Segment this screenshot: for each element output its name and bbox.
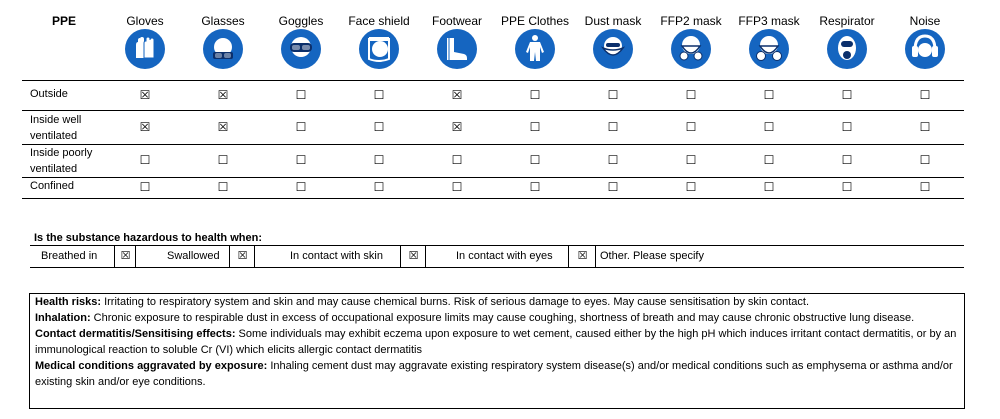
ppe-checkbox[interactable]: ☐ [919,88,931,102]
ppe-column-label: PPE Clothes [500,14,570,28]
ppe-column-label: Dust mask [584,14,642,28]
ppe-checkbox[interactable]: ☐ [763,120,775,134]
ppe-checkbox[interactable]: ☒ [451,120,463,134]
hazard-label: Other. Please specify [600,250,704,262]
ppe-checkbox[interactable]: ☐ [217,153,229,167]
row-label [30,112,81,144]
hazard-checkbox-mark: ☒ [577,250,588,262]
hazard-label: In contact with skin [290,250,383,262]
ppe-column-label: Glasses [201,14,245,28]
ppe-checkbox[interactable]: ☐ [529,180,541,194]
health-heading: Inhalation: [35,312,91,324]
ppe-checkbox[interactable]: ☐ [685,120,697,134]
health-text: Chronic exposure to respirable dust in excess of occupational exposure limits may cause coughing, shortness of breath and may cause chronic obstructive lung disease. [90,312,915,324]
gloves-icon [124,28,166,70]
hazard-item-eyes [425,246,569,267]
ppe-column-label: Face shield [348,14,410,28]
row-label-line: ventilated [30,163,78,175]
health-risks-box [29,293,965,409]
hazard-checkbox-skin[interactable] [400,246,426,267]
row-label-line: Outside [30,88,68,100]
respirator-icon [826,28,868,70]
ppe-checkbox[interactable]: ☐ [841,120,853,134]
ppe-column-label: FFP3 mask [738,14,800,28]
boots-icon [436,28,478,70]
ppe-checkbox[interactable]: ☐ [685,180,697,194]
table-line [22,80,964,81]
ppe-checkbox[interactable]: ☐ [763,153,775,167]
ppe-checkbox[interactable]: ☐ [841,88,853,102]
glasses-icon [202,28,244,70]
ppe-checkbox[interactable]: ☐ [139,180,151,194]
table-line [22,110,964,111]
hazard-item-skin [254,246,401,267]
ppe-checkbox[interactable]: ☐ [529,120,541,134]
ppe-checkbox[interactable]: ☐ [529,88,541,102]
ppe-checkbox[interactable]: ☐ [451,153,463,167]
ppe-checkbox[interactable]: ☐ [295,120,307,134]
hazard-checkbox-eyes[interactable] [568,246,596,267]
table-line [22,177,964,178]
row-label-line: Inside poorly [30,147,93,159]
ppe-checkbox[interactable]: ☐ [529,153,541,167]
health-paragraph [30,326,964,358]
hazard-checkbox-swallowed[interactable] [229,246,255,267]
ppe-checkbox[interactable]: ☒ [451,88,463,102]
ppe-checkbox[interactable]: ☐ [295,88,307,102]
hazard-checkbox-mark: ☒ [120,250,131,262]
health-paragraph [30,310,964,326]
hazard-label: In contact with eyes [456,250,553,262]
table-line [22,198,964,199]
health-heading: Contact dermatitis/Sensitising effects: [35,328,236,340]
health-text: Some individuals may exhibit eczema upon exposure to wet cement, caused either by the high pH which induces irritant contact dermatitis, or by an immunological reaction to soluble Cr (VI) which elicits allergic contact dermatitis [35,328,957,356]
ffp2-mask-icon [670,28,712,70]
row-label [30,86,68,102]
ppe-checkbox[interactable]: ☐ [373,153,385,167]
coverall-icon [514,28,556,70]
ear-protection-icon [904,28,946,70]
ppe-column-label: Footwear [431,14,483,28]
goggles-icon [280,28,322,70]
ppe-checkbox[interactable]: ☐ [607,88,619,102]
ppe-checkbox[interactable]: ☐ [217,180,229,194]
ppe-checkbox[interactable]: ☐ [841,153,853,167]
health-heading: Health risks: [35,296,102,308]
ffp3-mask-icon [748,28,790,70]
hazard-checkbox-breathed-in[interactable] [114,246,136,267]
hazard-item-other[interactable] [595,246,965,267]
health-heading: Medical conditions aggravated by exposure: [35,360,268,372]
row-label [30,178,74,194]
ppe-checkbox[interactable]: ☒ [139,88,151,102]
ppe-checkbox[interactable]: ☐ [685,153,697,167]
ppe-checkbox[interactable]: ☐ [295,153,307,167]
ppe-checkbox[interactable]: ☐ [373,180,385,194]
hazard-checkbox-mark: ☒ [237,250,248,262]
hazard-row [30,245,964,268]
ppe-checkbox[interactable]: ☒ [139,120,151,134]
health-paragraph [30,358,964,390]
ppe-checkbox[interactable]: ☐ [685,88,697,102]
ppe-checkbox[interactable]: ☐ [451,180,463,194]
hazard-checkbox-mark: ☒ [408,250,419,262]
ppe-checkbox[interactable]: ☐ [607,153,619,167]
ppe-column-label: Respirator [819,14,875,28]
ppe-checkbox[interactable]: ☒ [217,88,229,102]
row-label-line: ventilated [30,130,78,142]
ppe-header-title: PPE [52,14,77,28]
ppe-checkbox[interactable]: ☐ [373,120,385,134]
ppe-checkbox[interactable]: ☐ [919,120,931,134]
ppe-checkbox[interactable]: ☐ [607,120,619,134]
ppe-checkbox[interactable]: ☐ [763,88,775,102]
hazard-label: Breathed in [41,250,98,262]
row-label-line: Confined [30,180,75,192]
ppe-checkbox[interactable]: ☐ [919,180,931,194]
hazard-label: Swallowed [167,250,220,262]
hazard-title: Is the substance hazardous to health when: [34,232,262,244]
ppe-column-label: Gloves [126,14,164,28]
hazard-item-breathed-in [30,246,114,267]
table-line [22,144,964,145]
ppe-column-label: Goggles [278,14,324,28]
dust-mask-icon [592,28,634,70]
ppe-checkbox[interactable]: ☐ [607,180,619,194]
ppe-checkbox[interactable]: ☐ [763,180,775,194]
ppe-checkbox[interactable]: ☐ [139,153,151,167]
hazard-item-swallowed [135,246,230,267]
health-paragraph [30,294,964,310]
face-shield-icon [358,28,400,70]
ppe-checkbox[interactable]: ☐ [919,153,931,167]
row-label [30,145,92,177]
ppe-column-label: Noise [909,14,941,28]
ppe-checkbox[interactable]: ☒ [217,120,229,134]
health-text: Inhaling cement dust may aggravate existing respiratory system disease(s) and/or medical conditions such as emphysema or asthma and/or existing skin and/or eye conditions. [35,360,953,388]
ppe-checkbox[interactable]: ☐ [373,88,385,102]
row-label-line: Inside well [30,114,82,126]
ppe-checkbox[interactable]: ☐ [295,180,307,194]
health-text: Irritating to respiratory system and skin and may cause chemical burns. Risk of serious damage to eyes. May cause sensitisation by skin contact. [101,296,810,308]
ppe-checkbox[interactable]: ☐ [841,180,853,194]
ppe-column-label: FFP2 mask [660,14,722,28]
